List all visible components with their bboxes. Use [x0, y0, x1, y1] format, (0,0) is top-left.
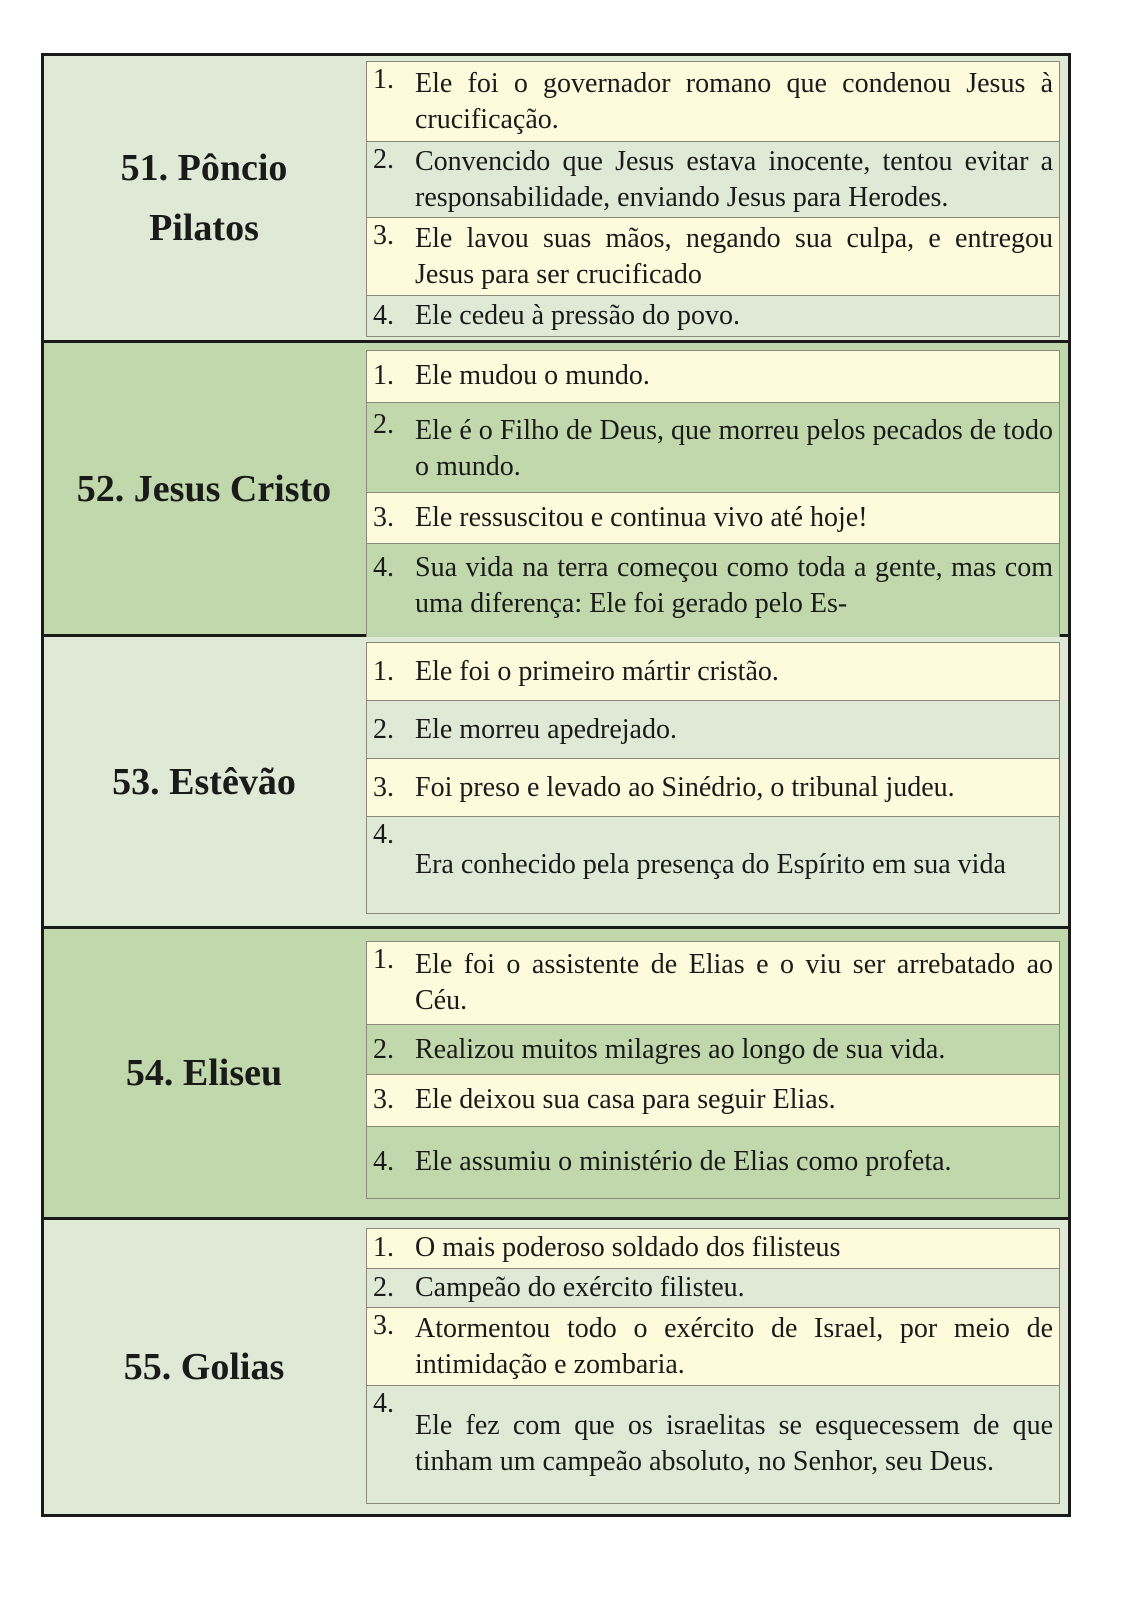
clue-item: 3. Ele ressuscitou e continua vivo até hoje! — [367, 493, 1059, 545]
clue-item: 3. Atormentou todo o exército de Israel, por meio de intimidação e zombaria. — [367, 1308, 1059, 1385]
clue-item: 4. Era conhecido pela presença do Espírito em sua vida — [367, 817, 1059, 913]
clue-list — [366, 941, 1060, 1199]
card-title: 52. Jesus Cristo — [76, 467, 332, 510]
card-52 — [44, 343, 1068, 637]
card-55 — [44, 1220, 1068, 1514]
card-54 — [44, 929, 1068, 1220]
clue-item: 4. Ele assumiu o ministério de Elias como profeta. — [367, 1127, 1059, 1198]
card-sheet — [41, 53, 1071, 1517]
clue-item: 3. Ele lavou suas mãos, negando sua culpa, e entregou Jesus para ser crucificado — [367, 218, 1059, 296]
clue-list — [366, 642, 1060, 914]
card-title: 54. Eliseu — [125, 1052, 283, 1094]
clue-item: 1. Ele mudou o mundo. — [367, 351, 1059, 403]
clue-item: 2. Campeão do exército filisteu. — [367, 1269, 1059, 1309]
clue-item: 1. Ele foi o assistente de Elias e o viu ser arrebatado ao Céu. — [367, 942, 1059, 1025]
clue-item: 1. Ele foi o primeiro mártir cristão. — [367, 643, 1059, 701]
card-title: 51. Pôncio Pilatos — [120, 147, 288, 249]
clue-item: 4. Sua vida na terra começou como toda a gente, mas com uma diferença: Ele foi gerado pelo Es- — [367, 544, 1059, 637]
clue-item: 1. Ele foi o governador romano que condenou Jesus à crucificação. — [367, 62, 1059, 142]
clue-list — [366, 61, 1060, 337]
clue-item: 3. Foi preso e levado ao Sinédrio, o tribunal judeu. — [367, 759, 1059, 817]
clue-item: 4. Ele cedeu à pressão do povo. — [367, 296, 1059, 336]
clue-item: 3. Ele deixou sua casa para seguir Elias. — [367, 1075, 1059, 1127]
card-title: 53. Estêvão — [112, 760, 296, 803]
clue-item: 2. Realizou muitos milagres ao longo de sua vida. — [367, 1025, 1059, 1075]
clue-item: 2. Convencido que Jesus estava inocente, tentou evitar a responsabilidade, enviando Jesus para Herodes. — [367, 142, 1059, 218]
clue-item: 2. Ele é o Filho de Deus, que morreu pelos pecados de todo o mundo. — [367, 403, 1059, 493]
clue-item: 1. O mais poderoso soldado dos filisteus — [367, 1229, 1059, 1269]
card-title: 55. Golias — [123, 1346, 285, 1388]
card-53 — [44, 637, 1068, 929]
clue-list — [366, 1228, 1060, 1504]
clue-list — [366, 350, 1060, 637]
card-51 — [44, 56, 1068, 343]
clue-item: 4. Ele fez com que os israelitas se esquecessem de que tinham um campeão absoluto, no Senhor, seu Deus. — [367, 1386, 1059, 1503]
clue-item: 2. Ele morreu apedrejado. — [367, 701, 1059, 759]
